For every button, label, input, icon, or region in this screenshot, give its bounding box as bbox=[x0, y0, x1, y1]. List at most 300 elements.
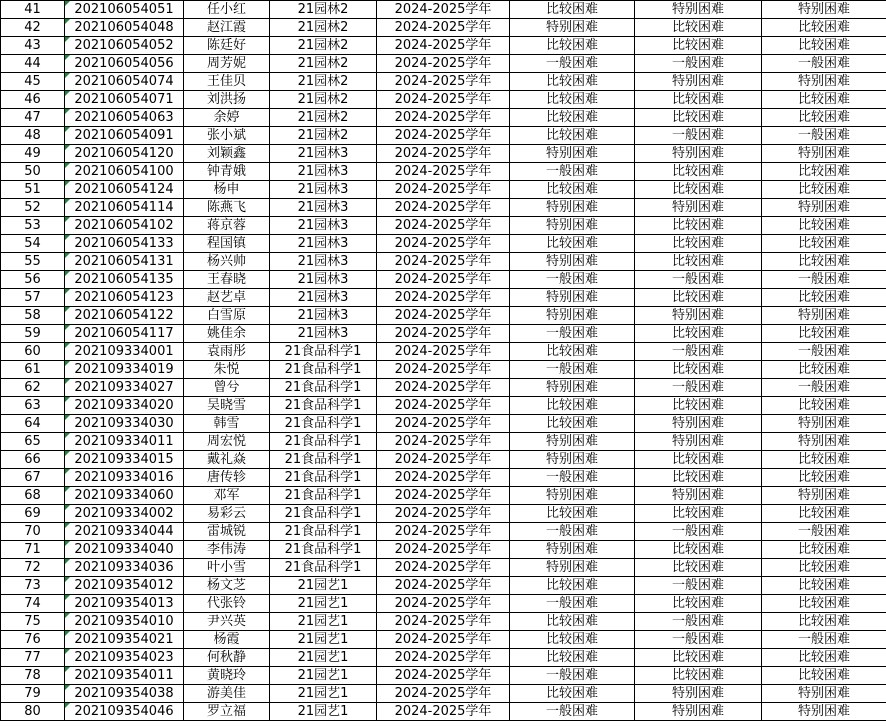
row-number-cell[interactable]: 49 bbox=[1, 145, 65, 163]
difficulty-level-3-cell[interactable]: 比较困难 bbox=[762, 541, 886, 559]
difficulty-level-2-cell[interactable]: 特别困难 bbox=[635, 73, 762, 91]
student-id-cell[interactable]: 202109334036 bbox=[65, 559, 184, 577]
student-id-cell[interactable]: 202109334020 bbox=[65, 397, 184, 415]
difficulty-level-2-cell[interactable]: 比较困难 bbox=[635, 217, 762, 235]
student-name-cell[interactable]: 吴晓雪 bbox=[184, 397, 270, 415]
difficulty-level-1-cell[interactable]: 一般困难 bbox=[510, 703, 635, 721]
class-cell[interactable]: 21园林2 bbox=[270, 109, 377, 127]
difficulty-level-2-cell[interactable]: 比较困难 bbox=[635, 595, 762, 613]
difficulty-level-1-cell[interactable]: 比较困难 bbox=[510, 181, 635, 199]
school-year-cell[interactable]: 2024-2025学年 bbox=[377, 1, 510, 19]
school-year-cell[interactable]: 2024-2025学年 bbox=[377, 703, 510, 721]
difficulty-level-3-cell[interactable]: 特别困难 bbox=[762, 433, 886, 451]
student-id-cell[interactable]: 202109334027 bbox=[65, 379, 184, 397]
row-number-cell[interactable]: 62 bbox=[1, 379, 65, 397]
difficulty-level-3-cell[interactable]: 一般困难 bbox=[762, 631, 886, 649]
school-year-cell[interactable]: 2024-2025学年 bbox=[377, 343, 510, 361]
difficulty-level-3-cell[interactable]: 一般困难 bbox=[762, 127, 886, 145]
school-year-cell[interactable]: 2024-2025学年 bbox=[377, 415, 510, 433]
student-id-cell[interactable]: 202106054102 bbox=[65, 217, 184, 235]
difficulty-level-2-cell[interactable]: 比较困难 bbox=[635, 325, 762, 343]
difficulty-level-1-cell[interactable]: 特别困难 bbox=[510, 253, 635, 271]
school-year-cell[interactable]: 2024-2025学年 bbox=[377, 451, 510, 469]
difficulty-level-1-cell[interactable]: 特别困难 bbox=[510, 19, 635, 37]
difficulty-level-3-cell[interactable]: 特别困难 bbox=[762, 307, 886, 325]
row-number-cell[interactable]: 77 bbox=[1, 649, 65, 667]
student-id-cell[interactable]: 202106054063 bbox=[65, 109, 184, 127]
class-cell[interactable]: 21园林3 bbox=[270, 181, 377, 199]
difficulty-level-3-cell[interactable]: 特别困难 bbox=[762, 415, 886, 433]
school-year-cell[interactable]: 2024-2025学年 bbox=[377, 379, 510, 397]
school-year-cell[interactable]: 2024-2025学年 bbox=[377, 235, 510, 253]
student-id-cell[interactable]: 202109354013 bbox=[65, 595, 184, 613]
student-name-cell[interactable]: 雷城锐 bbox=[184, 523, 270, 541]
difficulty-level-1-cell[interactable]: 特别困难 bbox=[510, 199, 635, 217]
difficulty-level-1-cell[interactable]: 特别困难 bbox=[510, 289, 635, 307]
class-cell[interactable]: 21食品科学1 bbox=[270, 559, 377, 577]
difficulty-level-3-cell[interactable]: 比较困难 bbox=[762, 37, 886, 55]
class-cell[interactable]: 21食品科学1 bbox=[270, 487, 377, 505]
difficulty-level-3-cell[interactable]: 一般困难 bbox=[762, 523, 886, 541]
class-cell[interactable]: 21园林2 bbox=[270, 127, 377, 145]
difficulty-level-2-cell[interactable]: 一般困难 bbox=[635, 127, 762, 145]
student-id-cell[interactable]: 202106054124 bbox=[65, 181, 184, 199]
student-id-cell[interactable]: 202106054135 bbox=[65, 271, 184, 289]
difficulty-level-2-cell[interactable]: 一般困难 bbox=[635, 379, 762, 397]
student-name-cell[interactable]: 王春晓 bbox=[184, 271, 270, 289]
school-year-cell[interactable]: 2024-2025学年 bbox=[377, 505, 510, 523]
class-cell[interactable]: 21园林3 bbox=[270, 289, 377, 307]
student-name-cell[interactable]: 杨文芝 bbox=[184, 577, 270, 595]
difficulty-level-3-cell[interactable]: 比较困难 bbox=[762, 649, 886, 667]
class-cell[interactable]: 21园林3 bbox=[270, 325, 377, 343]
school-year-cell[interactable]: 2024-2025学年 bbox=[377, 487, 510, 505]
school-year-cell[interactable]: 2024-2025学年 bbox=[377, 253, 510, 271]
difficulty-level-3-cell[interactable]: 比较困难 bbox=[762, 397, 886, 415]
class-cell[interactable]: 21食品科学1 bbox=[270, 343, 377, 361]
class-cell[interactable]: 21食品科学1 bbox=[270, 361, 377, 379]
difficulty-level-1-cell[interactable]: 特别困难 bbox=[510, 145, 635, 163]
difficulty-level-2-cell[interactable]: 比较困难 bbox=[635, 253, 762, 271]
difficulty-level-1-cell[interactable]: 一般困难 bbox=[510, 469, 635, 487]
student-id-cell[interactable]: 202106054056 bbox=[65, 55, 184, 73]
school-year-cell[interactable]: 2024-2025学年 bbox=[377, 163, 510, 181]
difficulty-level-2-cell[interactable]: 比较困难 bbox=[635, 559, 762, 577]
difficulty-level-2-cell[interactable]: 一般困难 bbox=[635, 613, 762, 631]
class-cell[interactable]: 21园林3 bbox=[270, 253, 377, 271]
row-number-cell[interactable]: 59 bbox=[1, 325, 65, 343]
class-cell[interactable]: 21园林3 bbox=[270, 235, 377, 253]
student-id-cell[interactable]: 202106054114 bbox=[65, 199, 184, 217]
difficulty-level-3-cell[interactable]: 比较困难 bbox=[762, 109, 886, 127]
student-name-cell[interactable]: 周芳妮 bbox=[184, 55, 270, 73]
class-cell[interactable]: 21食品科学1 bbox=[270, 469, 377, 487]
difficulty-level-2-cell[interactable]: 比较困难 bbox=[635, 19, 762, 37]
difficulty-level-3-cell[interactable]: 比较困难 bbox=[762, 91, 886, 109]
difficulty-level-3-cell[interactable]: 一般困难 bbox=[762, 271, 886, 289]
class-cell[interactable]: 21园林2 bbox=[270, 55, 377, 73]
difficulty-level-2-cell[interactable]: 比较困难 bbox=[635, 649, 762, 667]
student-name-cell[interactable]: 曾兮 bbox=[184, 379, 270, 397]
difficulty-level-1-cell[interactable]: 一般困难 bbox=[510, 361, 635, 379]
difficulty-level-3-cell[interactable]: 比较困难 bbox=[762, 613, 886, 631]
difficulty-level-2-cell[interactable]: 比较困难 bbox=[635, 91, 762, 109]
student-id-cell[interactable]: 202109334015 bbox=[65, 451, 184, 469]
difficulty-level-2-cell[interactable]: 特别困难 bbox=[635, 433, 762, 451]
school-year-cell[interactable]: 2024-2025学年 bbox=[377, 397, 510, 415]
student-id-cell[interactable]: 202106054120 bbox=[65, 145, 184, 163]
difficulty-level-3-cell[interactable]: 比较困难 bbox=[762, 667, 886, 685]
student-name-cell[interactable]: 刘洪扬 bbox=[184, 91, 270, 109]
difficulty-level-1-cell[interactable]: 一般困难 bbox=[510, 667, 635, 685]
difficulty-level-2-cell[interactable]: 特别困难 bbox=[635, 199, 762, 217]
student-name-cell[interactable]: 叶小雪 bbox=[184, 559, 270, 577]
class-cell[interactable]: 21园林2 bbox=[270, 1, 377, 19]
row-number-cell[interactable]: 75 bbox=[1, 613, 65, 631]
school-year-cell[interactable]: 2024-2025学年 bbox=[377, 289, 510, 307]
row-number-cell[interactable]: 52 bbox=[1, 199, 65, 217]
difficulty-level-1-cell[interactable]: 特别困难 bbox=[510, 559, 635, 577]
student-name-cell[interactable]: 李伟涛 bbox=[184, 541, 270, 559]
school-year-cell[interactable]: 2024-2025学年 bbox=[377, 37, 510, 55]
row-number-cell[interactable]: 47 bbox=[1, 109, 65, 127]
difficulty-level-3-cell[interactable]: 比较困难 bbox=[762, 505, 886, 523]
row-number-cell[interactable]: 48 bbox=[1, 127, 65, 145]
row-number-cell[interactable]: 78 bbox=[1, 667, 65, 685]
student-id-cell[interactable]: 202109334040 bbox=[65, 541, 184, 559]
difficulty-level-2-cell[interactable]: 比较困难 bbox=[635, 667, 762, 685]
student-name-cell[interactable]: 朱悦 bbox=[184, 361, 270, 379]
student-id-cell[interactable]: 202109354010 bbox=[65, 613, 184, 631]
difficulty-level-1-cell[interactable]: 一般困难 bbox=[510, 55, 635, 73]
school-year-cell[interactable]: 2024-2025学年 bbox=[377, 541, 510, 559]
row-number-cell[interactable]: 54 bbox=[1, 235, 65, 253]
difficulty-level-2-cell[interactable]: 一般困难 bbox=[635, 55, 762, 73]
row-number-cell[interactable]: 79 bbox=[1, 685, 65, 703]
row-number-cell[interactable]: 67 bbox=[1, 469, 65, 487]
difficulty-level-1-cell[interactable]: 比较困难 bbox=[510, 235, 635, 253]
difficulty-level-1-cell[interactable]: 特别困难 bbox=[510, 451, 635, 469]
student-name-cell[interactable]: 陈燕飞 bbox=[184, 199, 270, 217]
class-cell[interactable]: 21园林3 bbox=[270, 145, 377, 163]
difficulty-level-3-cell[interactable]: 比较困难 bbox=[762, 253, 886, 271]
school-year-cell[interactable]: 2024-2025学年 bbox=[377, 109, 510, 127]
difficulty-level-2-cell[interactable]: 特别困难 bbox=[635, 685, 762, 703]
class-cell[interactable]: 21园林3 bbox=[270, 199, 377, 217]
student-id-cell[interactable]: 202106054133 bbox=[65, 235, 184, 253]
difficulty-level-1-cell[interactable]: 比较困难 bbox=[510, 397, 635, 415]
row-number-cell[interactable]: 53 bbox=[1, 217, 65, 235]
difficulty-level-2-cell[interactable]: 一般困难 bbox=[635, 343, 762, 361]
row-number-cell[interactable]: 71 bbox=[1, 541, 65, 559]
class-cell[interactable]: 21园林2 bbox=[270, 19, 377, 37]
difficulty-level-3-cell[interactable]: 比较困难 bbox=[762, 289, 886, 307]
difficulty-level-1-cell[interactable]: 特别困难 bbox=[510, 217, 635, 235]
student-name-cell[interactable]: 蒋京蓉 bbox=[184, 217, 270, 235]
student-name-cell[interactable]: 唐传轸 bbox=[184, 469, 270, 487]
difficulty-level-1-cell[interactable]: 比较困难 bbox=[510, 577, 635, 595]
school-year-cell[interactable]: 2024-2025学年 bbox=[377, 145, 510, 163]
difficulty-level-2-cell[interactable]: 一般困难 bbox=[635, 577, 762, 595]
class-cell[interactable]: 21食品科学1 bbox=[270, 415, 377, 433]
student-id-cell[interactable]: 202106054052 bbox=[65, 37, 184, 55]
school-year-cell[interactable]: 2024-2025学年 bbox=[377, 631, 510, 649]
row-number-cell[interactable]: 55 bbox=[1, 253, 65, 271]
class-cell[interactable]: 21食品科学1 bbox=[270, 541, 377, 559]
row-number-cell[interactable]: 58 bbox=[1, 307, 65, 325]
student-id-cell[interactable]: 202109334001 bbox=[65, 343, 184, 361]
difficulty-level-3-cell[interactable]: 比较困难 bbox=[762, 217, 886, 235]
difficulty-level-2-cell[interactable]: 比较困难 bbox=[635, 163, 762, 181]
row-number-cell[interactable]: 50 bbox=[1, 163, 65, 181]
class-cell[interactable]: 21园艺1 bbox=[270, 703, 377, 721]
student-name-cell[interactable]: 邓军 bbox=[184, 487, 270, 505]
student-name-cell[interactable]: 王佳贝 bbox=[184, 73, 270, 91]
student-name-cell[interactable]: 姚佳余 bbox=[184, 325, 270, 343]
student-id-cell[interactable]: 202106054131 bbox=[65, 253, 184, 271]
difficulty-level-3-cell[interactable]: 比较困难 bbox=[762, 451, 886, 469]
student-name-cell[interactable]: 游美佳 bbox=[184, 685, 270, 703]
school-year-cell[interactable]: 2024-2025学年 bbox=[377, 361, 510, 379]
difficulty-level-2-cell[interactable]: 比较困难 bbox=[635, 451, 762, 469]
school-year-cell[interactable]: 2024-2025学年 bbox=[377, 433, 510, 451]
student-id-cell[interactable]: 202109334030 bbox=[65, 415, 184, 433]
difficulty-level-3-cell[interactable]: 特别困难 bbox=[762, 1, 886, 19]
row-number-cell[interactable]: 41 bbox=[1, 1, 65, 19]
difficulty-level-1-cell[interactable]: 特别困难 bbox=[510, 307, 635, 325]
difficulty-level-2-cell[interactable]: 比较困难 bbox=[635, 397, 762, 415]
school-year-cell[interactable]: 2024-2025学年 bbox=[377, 181, 510, 199]
row-number-cell[interactable]: 51 bbox=[1, 181, 65, 199]
student-name-cell[interactable]: 任小红 bbox=[184, 1, 270, 19]
class-cell[interactable]: 21园艺1 bbox=[270, 685, 377, 703]
difficulty-level-3-cell[interactable]: 特别困难 bbox=[762, 199, 886, 217]
difficulty-level-1-cell[interactable]: 一般困难 bbox=[510, 271, 635, 289]
difficulty-level-2-cell[interactable]: 特别困难 bbox=[635, 1, 762, 19]
difficulty-level-1-cell[interactable]: 比较困难 bbox=[510, 613, 635, 631]
row-number-cell[interactable]: 42 bbox=[1, 19, 65, 37]
difficulty-level-2-cell[interactable]: 特别困难 bbox=[635, 487, 762, 505]
difficulty-level-1-cell[interactable]: 比较困难 bbox=[510, 127, 635, 145]
student-id-cell[interactable]: 202106054091 bbox=[65, 127, 184, 145]
class-cell[interactable]: 21食品科学1 bbox=[270, 379, 377, 397]
difficulty-level-2-cell[interactable]: 比较困难 bbox=[635, 505, 762, 523]
student-name-cell[interactable]: 白雪原 bbox=[184, 307, 270, 325]
difficulty-level-3-cell[interactable]: 比较困难 bbox=[762, 361, 886, 379]
student-id-cell[interactable]: 202106054048 bbox=[65, 19, 184, 37]
difficulty-level-2-cell[interactable]: 一般困难 bbox=[635, 631, 762, 649]
class-cell[interactable]: 21园林3 bbox=[270, 307, 377, 325]
difficulty-level-1-cell[interactable]: 比较困难 bbox=[510, 343, 635, 361]
student-id-cell[interactable]: 202106054100 bbox=[65, 163, 184, 181]
difficulty-level-1-cell[interactable]: 比较困难 bbox=[510, 91, 635, 109]
row-number-cell[interactable]: 56 bbox=[1, 271, 65, 289]
difficulty-level-3-cell[interactable]: 特别困难 bbox=[762, 145, 886, 163]
school-year-cell[interactable]: 2024-2025学年 bbox=[377, 271, 510, 289]
school-year-cell[interactable]: 2024-2025学年 bbox=[377, 91, 510, 109]
student-name-cell[interactable]: 黄晓玲 bbox=[184, 667, 270, 685]
student-id-cell[interactable]: 202109334002 bbox=[65, 505, 184, 523]
class-cell[interactable]: 21园艺1 bbox=[270, 613, 377, 631]
student-id-cell[interactable]: 202106054122 bbox=[65, 307, 184, 325]
student-id-cell[interactable]: 202109354023 bbox=[65, 649, 184, 667]
school-year-cell[interactable]: 2024-2025学年 bbox=[377, 217, 510, 235]
class-cell[interactable]: 21园艺1 bbox=[270, 631, 377, 649]
difficulty-level-2-cell[interactable]: 特别困难 bbox=[635, 145, 762, 163]
difficulty-level-1-cell[interactable]: 比较困难 bbox=[510, 415, 635, 433]
difficulty-level-3-cell[interactable]: 比较困难 bbox=[762, 595, 886, 613]
student-name-cell[interactable]: 程国镇 bbox=[184, 235, 270, 253]
difficulty-level-1-cell[interactable]: 特别困难 bbox=[510, 541, 635, 559]
difficulty-level-2-cell[interactable]: 比较困难 bbox=[635, 289, 762, 307]
student-name-cell[interactable]: 赵艺卓 bbox=[184, 289, 270, 307]
row-number-cell[interactable]: 43 bbox=[1, 37, 65, 55]
student-id-cell[interactable]: 202109354038 bbox=[65, 685, 184, 703]
class-cell[interactable]: 21食品科学1 bbox=[270, 505, 377, 523]
student-id-cell[interactable]: 202106054071 bbox=[65, 91, 184, 109]
student-name-cell[interactable]: 韩雪 bbox=[184, 415, 270, 433]
student-name-cell[interactable]: 杨兴帅 bbox=[184, 253, 270, 271]
difficulty-level-1-cell[interactable]: 比较困难 bbox=[510, 631, 635, 649]
difficulty-level-3-cell[interactable]: 比较困难 bbox=[762, 235, 886, 253]
student-id-cell[interactable]: 202109354011 bbox=[65, 667, 184, 685]
class-cell[interactable]: 21园林3 bbox=[270, 163, 377, 181]
row-number-cell[interactable]: 44 bbox=[1, 55, 65, 73]
difficulty-level-3-cell[interactable]: 一般困难 bbox=[762, 55, 886, 73]
student-name-cell[interactable]: 何秋静 bbox=[184, 649, 270, 667]
class-cell[interactable]: 21园艺1 bbox=[270, 649, 377, 667]
difficulty-level-3-cell[interactable]: 一般困难 bbox=[762, 343, 886, 361]
row-number-cell[interactable]: 73 bbox=[1, 577, 65, 595]
difficulty-level-1-cell[interactable]: 一般困难 bbox=[510, 595, 635, 613]
difficulty-level-1-cell[interactable]: 特别困难 bbox=[510, 487, 635, 505]
school-year-cell[interactable]: 2024-2025学年 bbox=[377, 523, 510, 541]
difficulty-level-2-cell[interactable]: 一般困难 bbox=[635, 523, 762, 541]
difficulty-level-2-cell[interactable]: 特别困难 bbox=[635, 415, 762, 433]
class-cell[interactable]: 21园林3 bbox=[270, 271, 377, 289]
student-name-cell[interactable]: 刘颖鑫 bbox=[184, 145, 270, 163]
student-name-cell[interactable]: 代张铃 bbox=[184, 595, 270, 613]
student-name-cell[interactable]: 张小斌 bbox=[184, 127, 270, 145]
class-cell[interactable]: 21园林2 bbox=[270, 37, 377, 55]
class-cell[interactable]: 21园林2 bbox=[270, 91, 377, 109]
difficulty-level-2-cell[interactable]: 比较困难 bbox=[635, 109, 762, 127]
difficulty-level-1-cell[interactable]: 比较困难 bbox=[510, 649, 635, 667]
student-id-cell[interactable]: 202106054051 bbox=[65, 1, 184, 19]
school-year-cell[interactable]: 2024-2025学年 bbox=[377, 613, 510, 631]
student-name-cell[interactable]: 袁雨彤 bbox=[184, 343, 270, 361]
difficulty-level-2-cell[interactable]: 比较困难 bbox=[635, 235, 762, 253]
school-year-cell[interactable]: 2024-2025学年 bbox=[377, 559, 510, 577]
school-year-cell[interactable]: 2024-2025学年 bbox=[377, 325, 510, 343]
student-name-cell[interactable]: 赵江霞 bbox=[184, 19, 270, 37]
difficulty-level-1-cell[interactable]: 一般困难 bbox=[510, 325, 635, 343]
school-year-cell[interactable]: 2024-2025学年 bbox=[377, 19, 510, 37]
row-number-cell[interactable]: 72 bbox=[1, 559, 65, 577]
row-number-cell[interactable]: 61 bbox=[1, 361, 65, 379]
student-name-cell[interactable]: 易彩云 bbox=[184, 505, 270, 523]
school-year-cell[interactable]: 2024-2025学年 bbox=[377, 55, 510, 73]
difficulty-level-2-cell[interactable]: 比较困难 bbox=[635, 469, 762, 487]
difficulty-level-3-cell[interactable]: 比较困难 bbox=[762, 469, 886, 487]
difficulty-level-1-cell[interactable]: 特别困难 bbox=[510, 379, 635, 397]
row-number-cell[interactable]: 63 bbox=[1, 397, 65, 415]
row-number-cell[interactable]: 46 bbox=[1, 91, 65, 109]
school-year-cell[interactable]: 2024-2025学年 bbox=[377, 199, 510, 217]
row-number-cell[interactable]: 65 bbox=[1, 433, 65, 451]
difficulty-level-2-cell[interactable]: 比较困难 bbox=[635, 37, 762, 55]
difficulty-level-3-cell[interactable]: 一般困难 bbox=[762, 379, 886, 397]
student-id-cell[interactable]: 202109354046 bbox=[65, 703, 184, 721]
student-name-cell[interactable]: 周宏悦 bbox=[184, 433, 270, 451]
difficulty-level-1-cell[interactable]: 比较困难 bbox=[510, 1, 635, 19]
student-id-cell[interactable]: 202109334011 bbox=[65, 433, 184, 451]
student-name-cell[interactable]: 陈廷好 bbox=[184, 37, 270, 55]
student-id-cell[interactable]: 202106054123 bbox=[65, 289, 184, 307]
class-cell[interactable]: 21园艺1 bbox=[270, 595, 377, 613]
difficulty-level-3-cell[interactable]: 特别困难 bbox=[762, 487, 886, 505]
difficulty-level-2-cell[interactable]: 特别困难 bbox=[635, 703, 762, 721]
row-number-cell[interactable]: 76 bbox=[1, 631, 65, 649]
difficulty-level-3-cell[interactable]: 比较困难 bbox=[762, 559, 886, 577]
row-number-cell[interactable]: 74 bbox=[1, 595, 65, 613]
class-cell[interactable]: 21食品科学1 bbox=[270, 451, 377, 469]
difficulty-level-1-cell[interactable]: 比较困难 bbox=[510, 73, 635, 91]
student-name-cell[interactable]: 杨霞 bbox=[184, 631, 270, 649]
school-year-cell[interactable]: 2024-2025学年 bbox=[377, 73, 510, 91]
student-id-cell[interactable]: 202106054074 bbox=[65, 73, 184, 91]
difficulty-level-3-cell[interactable]: 比较困难 bbox=[762, 19, 886, 37]
row-number-cell[interactable]: 60 bbox=[1, 343, 65, 361]
row-number-cell[interactable]: 64 bbox=[1, 415, 65, 433]
student-name-cell[interactable]: 罗立福 bbox=[184, 703, 270, 721]
row-number-cell[interactable]: 70 bbox=[1, 523, 65, 541]
difficulty-level-3-cell[interactable]: 比较困难 bbox=[762, 577, 886, 595]
difficulty-level-1-cell[interactable]: 比较困难 bbox=[510, 109, 635, 127]
difficulty-level-3-cell[interactable]: 比较困难 bbox=[762, 181, 886, 199]
student-name-cell[interactable]: 戴礼焱 bbox=[184, 451, 270, 469]
class-cell[interactable]: 21园林2 bbox=[270, 73, 377, 91]
school-year-cell[interactable]: 2024-2025学年 bbox=[377, 595, 510, 613]
school-year-cell[interactable]: 2024-2025学年 bbox=[377, 577, 510, 595]
class-cell[interactable]: 21园林3 bbox=[270, 217, 377, 235]
row-number-cell[interactable]: 57 bbox=[1, 289, 65, 307]
row-number-cell[interactable]: 66 bbox=[1, 451, 65, 469]
student-name-cell[interactable]: 杨申 bbox=[184, 181, 270, 199]
difficulty-level-3-cell[interactable]: 特别困难 bbox=[762, 685, 886, 703]
student-name-cell[interactable]: 钟青娥 bbox=[184, 163, 270, 181]
difficulty-level-3-cell[interactable]: 特别困难 bbox=[762, 703, 886, 721]
row-number-cell[interactable]: 45 bbox=[1, 73, 65, 91]
student-id-cell[interactable]: 202109334044 bbox=[65, 523, 184, 541]
difficulty-level-2-cell[interactable]: 一般困难 bbox=[635, 271, 762, 289]
student-id-cell[interactable]: 202106054117 bbox=[65, 325, 184, 343]
student-name-cell[interactable]: 余婷 bbox=[184, 109, 270, 127]
difficulty-level-2-cell[interactable]: 特别困难 bbox=[635, 307, 762, 325]
student-id-cell[interactable]: 202109354012 bbox=[65, 577, 184, 595]
class-cell[interactable]: 21食品科学1 bbox=[270, 433, 377, 451]
row-number-cell[interactable]: 80 bbox=[1, 703, 65, 721]
class-cell[interactable]: 21园艺1 bbox=[270, 577, 377, 595]
class-cell[interactable]: 21园艺1 bbox=[270, 667, 377, 685]
difficulty-level-1-cell[interactable]: 一般困难 bbox=[510, 523, 635, 541]
row-number-cell[interactable]: 68 bbox=[1, 487, 65, 505]
difficulty-level-2-cell[interactable]: 比较困难 bbox=[635, 181, 762, 199]
school-year-cell[interactable]: 2024-2025学年 bbox=[377, 685, 510, 703]
difficulty-level-1-cell[interactable]: 比较困难 bbox=[510, 685, 635, 703]
difficulty-level-3-cell[interactable]: 比较困难 bbox=[762, 163, 886, 181]
class-cell[interactable]: 21食品科学1 bbox=[270, 397, 377, 415]
